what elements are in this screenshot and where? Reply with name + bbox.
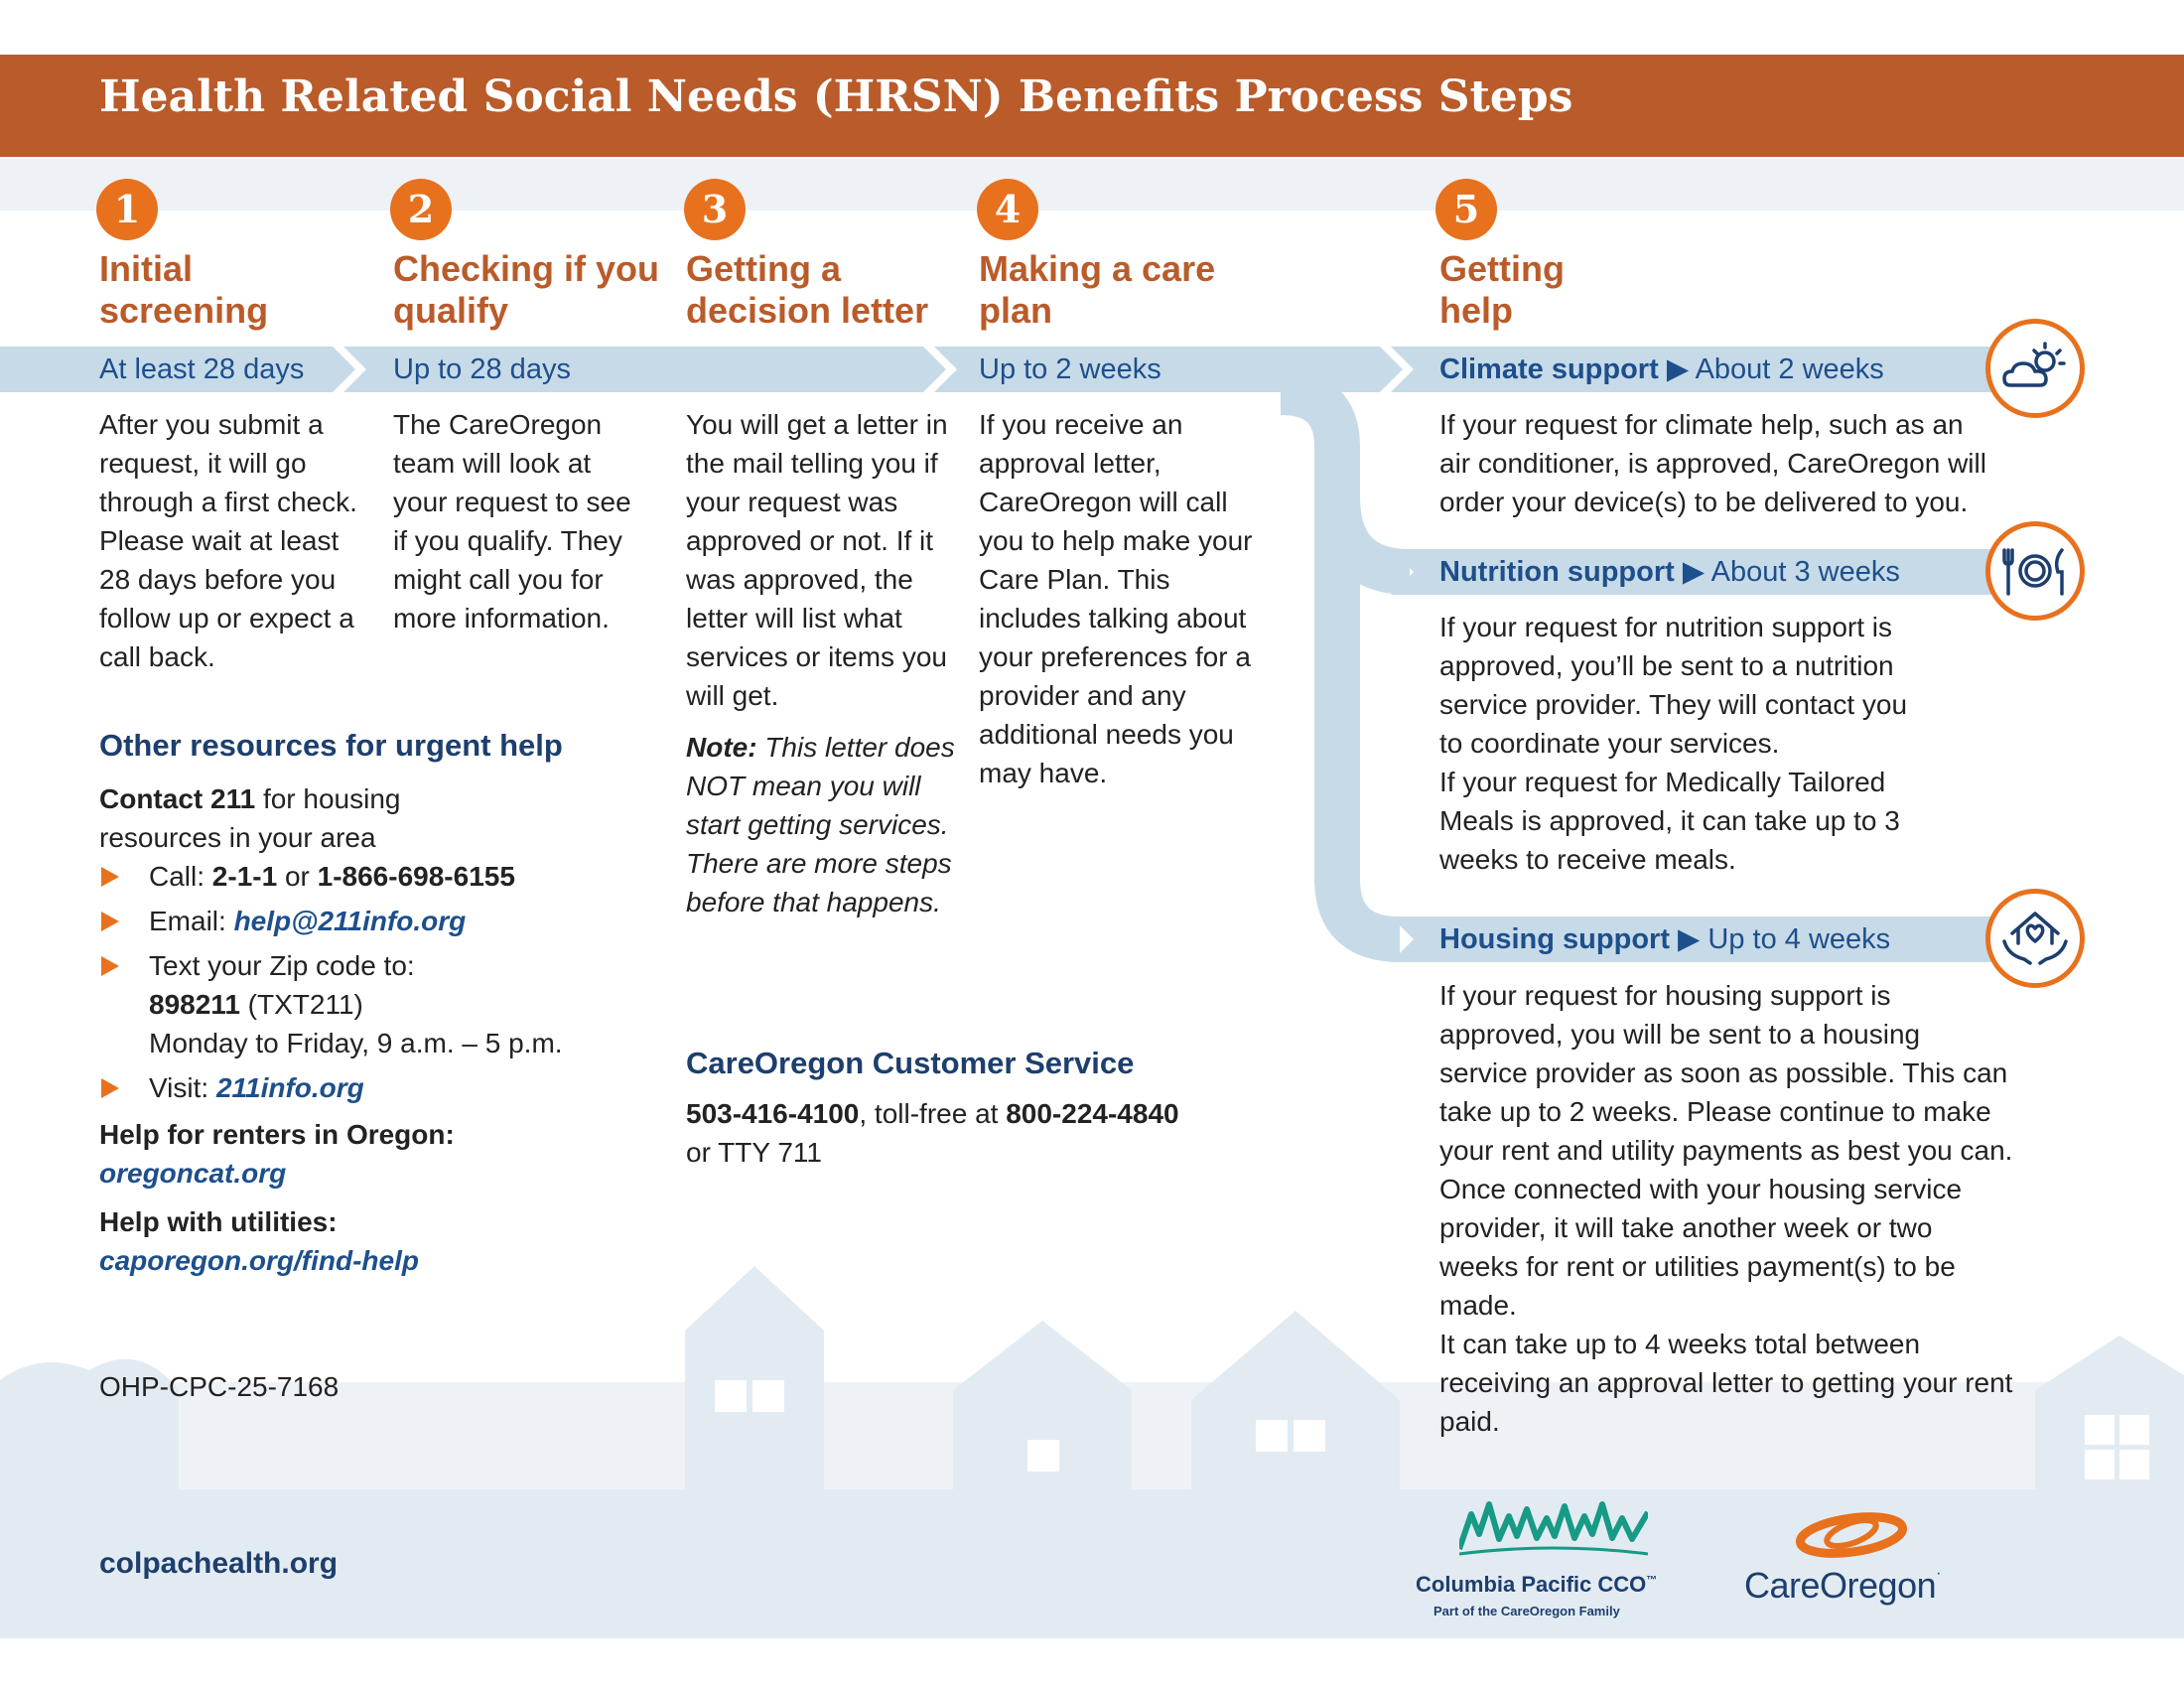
columbia-pacific-logo [1410,1494,1707,1623]
step-1-timeline: At least 28 days [99,353,305,385]
flow-connector-housing [1281,392,1400,939]
text-hours: Monday to Friday, 9 a.m. – 5 p.m. [149,1028,563,1058]
text-item [99,946,635,1062]
utilities-label: Help with utilities: [99,1206,338,1237]
step-3-body: You will get a letter in the mail telling you if your request was approved or not. If it was approved, the letter will list what services or items you will get. [686,409,948,711]
columbia-pacific-tagline: Part of the CareOregon Family [1433,1604,1620,1618]
climate-support-label: Climate support [1439,353,1659,385]
nutrition-support-time: About 3 weeks [1710,556,1900,588]
flow-connector-nutrition [1337,496,1410,572]
customer-service-phone[interactable]: 503-416-4100 [686,1098,860,1129]
step-3-note [686,728,956,921]
renters-label: Help for renters in Oregon: [99,1119,455,1150]
customer-service-tty: or TTY 711 [686,1137,822,1168]
note-text: This letter does NOT mean you will start getting services. There are more steps before that happens. [686,732,955,917]
utilities-link[interactable]: caporegon.org/find-help [99,1245,419,1276]
bullet-arrow-icon [101,912,119,931]
tollfree-label: , toll-free at [859,1098,1007,1129]
visit-item [99,1068,635,1107]
step-2-title: Checking if you qualify [393,248,660,331]
careoregon-swirl-icon [1792,1509,1911,1559]
email-label: Email: [149,906,234,936]
arrow-right-icon: ▶ [1666,353,1696,385]
columbia-pacific-name: Columbia Pacific CCO [1416,1572,1647,1597]
step-1-number: 1 [96,179,158,240]
visit-label: Visit: [149,1072,216,1103]
housing-support-text [1439,976,2015,1441]
climate-support-time: About 2 weeks [1695,353,1884,385]
email-item [99,902,635,940]
trees-logo-icon [1459,1494,1648,1556]
step-3-number: 3 [684,179,746,240]
call-label: Call: [149,861,212,892]
arrow-right-icon: ▶ [1682,556,1711,588]
step-1-title: Initial screening [99,248,269,331]
customer-service-heading: CareOregon Customer Service [686,1046,1135,1080]
climate-band [1439,352,1884,386]
nutrition-paragraph-2: If your request for Medically Tailored Meals is approved, it can take up to 3 weeks to receive meals. [1439,767,1900,875]
email-link[interactable]: help@211info.org [233,906,467,936]
call-or: or [277,861,318,892]
careoregon-logo [1742,1509,1961,1618]
contact-211-bold: Contact 211 [99,783,256,814]
arrow-right-icon: ▶ [1678,923,1708,955]
nutrition-band [1439,555,1900,589]
text-label: Text your Zip code to: [149,950,415,981]
renters-link[interactable]: oregoncat.org [99,1158,287,1189]
housing-paragraph-2: Once connected with your housing service provider, it will take another week or two weeks for rent or utilities payment(s) to be made. [1439,1174,1963,1321]
step-2-number: 2 [390,179,452,240]
step-4-number: 4 [977,179,1038,240]
page-title: Health Related Social Needs (HRSN) Benefits Process Steps [99,71,1573,122]
call-number-211[interactable]: 2-1-1 [211,861,278,892]
text-alias: (TXT211) [239,989,363,1020]
housing-support-label: Housing support [1439,923,1670,955]
plate-utensils-icon [1985,521,2085,621]
footer-website[interactable]: colpachealth.org [99,1547,339,1580]
careoregon-name: CareOregon [1744,1565,1937,1606]
resources-list [99,779,635,1280]
step-4-title: Making a care plan [979,248,1216,331]
housing-paragraph-3: It can take up to 4 weeks total between receiving an approval letter to getting your rent paid. [1439,1329,2013,1437]
bullet-arrow-icon [101,956,119,976]
step-2-body: The CareOregon team will look at your request to see if you qualify. They might call you for more information. [393,409,631,633]
step-4-timeline: Up to 2 weeks [979,353,1161,385]
customer-service-text [686,1094,1282,1172]
bullet-arrow-icon [101,1078,119,1098]
contact-211-rest: for housing resources in your area [99,783,401,853]
document-code: OHP-CPC-25-7168 [99,1371,340,1402]
sun-cloud-icon [1985,319,2085,418]
call-item [99,857,635,896]
nutrition-paragraph-1: If your request for nutrition support is approved, you’ll be sent to a nutrition service provider. They will contact you to coordinate your services. [1439,612,1908,759]
housing-paragraph-1: If your request for housing support is approved, you will be sent to a housing service provider as soon as possible. This can take up to 2 weeks. Please continue to make your rent and utility payments as best you can. [1439,980,2013,1166]
nutrition-support-label: Nutrition support [1439,556,1675,588]
step-3-title: Getting a decision letter [686,248,929,331]
step-2-timeline: Up to 28 days [393,353,571,385]
contact-211 [99,779,437,857]
step-5-title: Getting help [1439,248,1565,331]
call-number-tollfree[interactable]: 1-866-698-6155 [317,861,515,892]
climate-support-text [1439,405,1995,521]
housing-support-time: Up to 4 weeks [1707,923,1891,955]
step-1-body: After you submit a request, it will go through a first check. Please wait at least 28 days before you follow up or expect a call back. [99,409,357,672]
careoregon-tm: · [1936,1565,1941,1582]
house-heart-icon [1985,889,2085,988]
columbia-pacific-tm: ™ [1646,1574,1658,1587]
customer-service-tollfree[interactable]: 800-224-4840 [1006,1098,1179,1129]
resources-heading: Other resources for urgent help [99,728,563,763]
climate-paragraph: If your request for climate help, such as an air conditioner, is approved, CareOregon will order your device(s) to be delivered to you. [1439,409,1986,517]
text-number[interactable]: 898211 [149,989,240,1020]
visit-link[interactable]: 211info.org [215,1072,364,1103]
bullet-arrow-icon [101,867,119,887]
step-5-number: 5 [1435,179,1497,240]
nutrition-support-text [1439,608,1916,879]
note-label: Note: [686,732,757,763]
step-4-body: If you receive an approval letter, CareOregon will call you to help make your Care Plan. This includes talking about your preferences for a provider and any additional needs you may have. [979,409,1253,788]
housing-band [1439,922,1890,956]
